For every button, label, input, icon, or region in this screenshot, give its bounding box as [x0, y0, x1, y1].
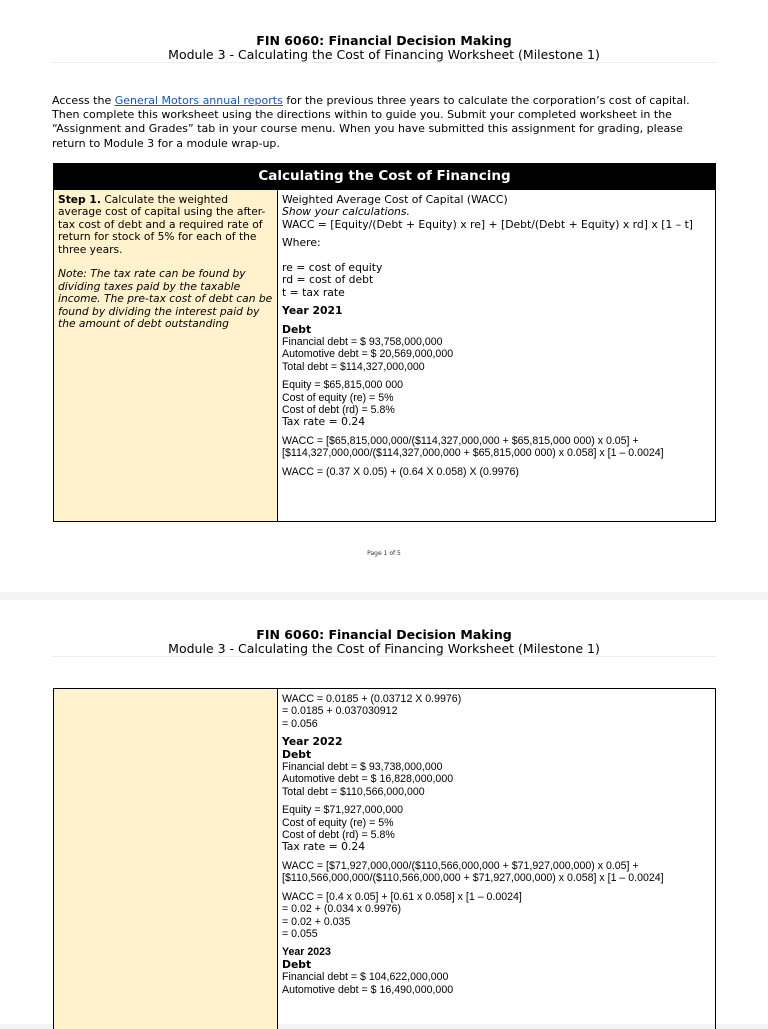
instructions-cell — [54, 689, 278, 1029]
page-subtitle: Module 3 - Calculating the Cost of Financing Worksheet (Milestone 1) — [168, 641, 600, 656]
step-1-text — [58, 194, 273, 256]
financial-debt: Financial debt = $ 93,758,000,000 — [282, 336, 443, 349]
def-rd: rd = cost of debt — [282, 273, 374, 287]
equity: Equity = $71,927,000,000 — [282, 804, 404, 817]
def-re: re = cost of equity — [282, 261, 383, 275]
wacc-line-3: WACC = (0.37 X 0.05) + (0.64 X 0.058) X (0.9976) — [282, 465, 519, 478]
annual-reports-link[interactable]: General Motors annual reports — [114, 94, 283, 107]
page-header — [0, 628, 768, 656]
instructions-cell — [54, 190, 278, 521]
cost-of-debt: Cost of debt (rd) = 5.8% — [282, 829, 395, 842]
wacc-2021-result: = 0.056 — [282, 717, 318, 730]
cost-of-debt: Cost of debt (rd) = 5.8% — [282, 404, 395, 417]
debt-heading: Debt — [282, 747, 312, 761]
calculation-cell[interactable] — [278, 689, 715, 1029]
financial-debt: Financial debt = $ 93,738,000,000 — [282, 761, 443, 774]
table-title: Calculating the Cost of Financing — [53, 163, 716, 189]
intro-paragraph — [52, 94, 718, 151]
cost-of-equity: Cost of equity (re) = 5% — [282, 816, 394, 829]
show-calculations: Show your calculations. — [282, 205, 410, 219]
page-title: FIN 6060: Financial Decision Making — [256, 627, 512, 642]
total-debt: Total debt = $110,566,000,000 — [282, 785, 425, 798]
tax-rate: Tax rate = 0.24 — [282, 840, 366, 854]
automotive-debt: Automotive debt = $ 16,490,000,000 — [282, 983, 454, 996]
wacc-2022-calc-1: WACC = [0.4 x 0.05] + [0.61 x 0.058] x [1 – 0.0024] — [282, 890, 522, 903]
debt-heading: Debt — [282, 322, 312, 336]
where-label: Where: — [282, 236, 321, 250]
total-debt: Total debt = $114,327,000,000 — [282, 360, 425, 373]
header-divider — [52, 62, 716, 63]
tax-rate: Tax rate = 0.24 — [282, 415, 366, 429]
header-divider — [52, 656, 716, 657]
equity: Equity = $65,815,000 000 — [282, 379, 404, 392]
debt-heading: Debt — [282, 957, 312, 971]
tax-note: Note: The tax rate can be found by dividing taxes paid by the taxable income. The pre-tax cost of debt can be found by dividing the interest paid by the amount of debt outstanding — [58, 267, 273, 331]
wacc-line-1: WACC = [$71,927,000,000/($110,566,000,000 + $71,927,000,000) x 0.05] + — [282, 859, 639, 872]
step-1-label: Step 1. — [58, 193, 101, 206]
year-2023-heading: Year 2023 — [282, 946, 331, 959]
page-header — [0, 34, 768, 62]
page-number: Page 1 of 5 — [367, 550, 401, 557]
worksheet-table — [53, 189, 716, 522]
calculation-cell[interactable] — [278, 190, 715, 521]
wacc-2021-calc-1: WACC = 0.0185 + (0.03712 X 0.9976) — [282, 693, 462, 705]
page-subtitle: Module 3 - Calculating the Cost of Financing Worksheet (Milestone 1) — [168, 47, 600, 62]
worksheet-table-continued — [53, 688, 716, 1029]
wacc-2022-result: = 0.055 — [282, 927, 318, 940]
wacc-line-2: [$110,566,000,000/($110,566,000,000 + $71,927,000,000) x 0.058] x [1 – 0.0024] — [282, 872, 664, 885]
wacc-line-1: WACC = [$65,815,000,000/($114,327,000,000 + $65,815,000 000) x 0.05] + — [282, 434, 639, 447]
automotive-debt: Automotive debt = $ 20,569,000,000 — [282, 348, 454, 361]
intro-prefix: Access the — [52, 94, 115, 107]
year-2021-heading: Year 2021 — [282, 304, 343, 318]
page-2 — [0, 600, 768, 1024]
financial-debt: Financial debt = $ 104,622,000,000 — [282, 971, 449, 984]
year-2022-heading: Year 2022 — [282, 735, 343, 749]
def-t: t = tax rate — [282, 285, 345, 299]
step-1-description: Calculate the weighted average cost of capital using the after-tax cost of debt and a required rate of return for stock of 5% for each of the three years. — [58, 193, 266, 256]
wacc-line-2: [$114,327,000,000/($114,327,000,000 + $65,815,000 000) x 0.058] x [1 – 0.0024] — [282, 447, 664, 460]
wacc-formula: WACC = [Equity/(Debt + Equity) x re] + [Debt/(Debt + Equity) x rd] x [1 – t] — [282, 217, 694, 231]
wacc-title: Weighted Average Cost of Capital (WACC) — [282, 193, 508, 206]
cost-of-equity: Cost of equity (re) = 5% — [282, 391, 394, 404]
automotive-debt: Automotive debt = $ 16,828,000,000 — [282, 773, 454, 786]
wacc-2022-calc-3: = 0.02 + 0.035 — [282, 915, 351, 928]
wacc-2022-calc-2: = 0.02 + (0.034 x 0.9976) — [282, 903, 401, 916]
intro-suffix: for the previous three years to calculate the corporation’s cost of capital. Then complete this worksheet using the directions within to guide you. Submit your completed worksheet in the “Assignment and Grades” tab in your course menu. When you have submitted this assignment for grading, please return to Module 3 for a module wrap-up. — [52, 94, 690, 150]
page-title: FIN 6060: Financial Decision Making — [256, 33, 512, 48]
wacc-2021-calc-2: = 0.0185 + 0.037030912 — [282, 705, 398, 718]
